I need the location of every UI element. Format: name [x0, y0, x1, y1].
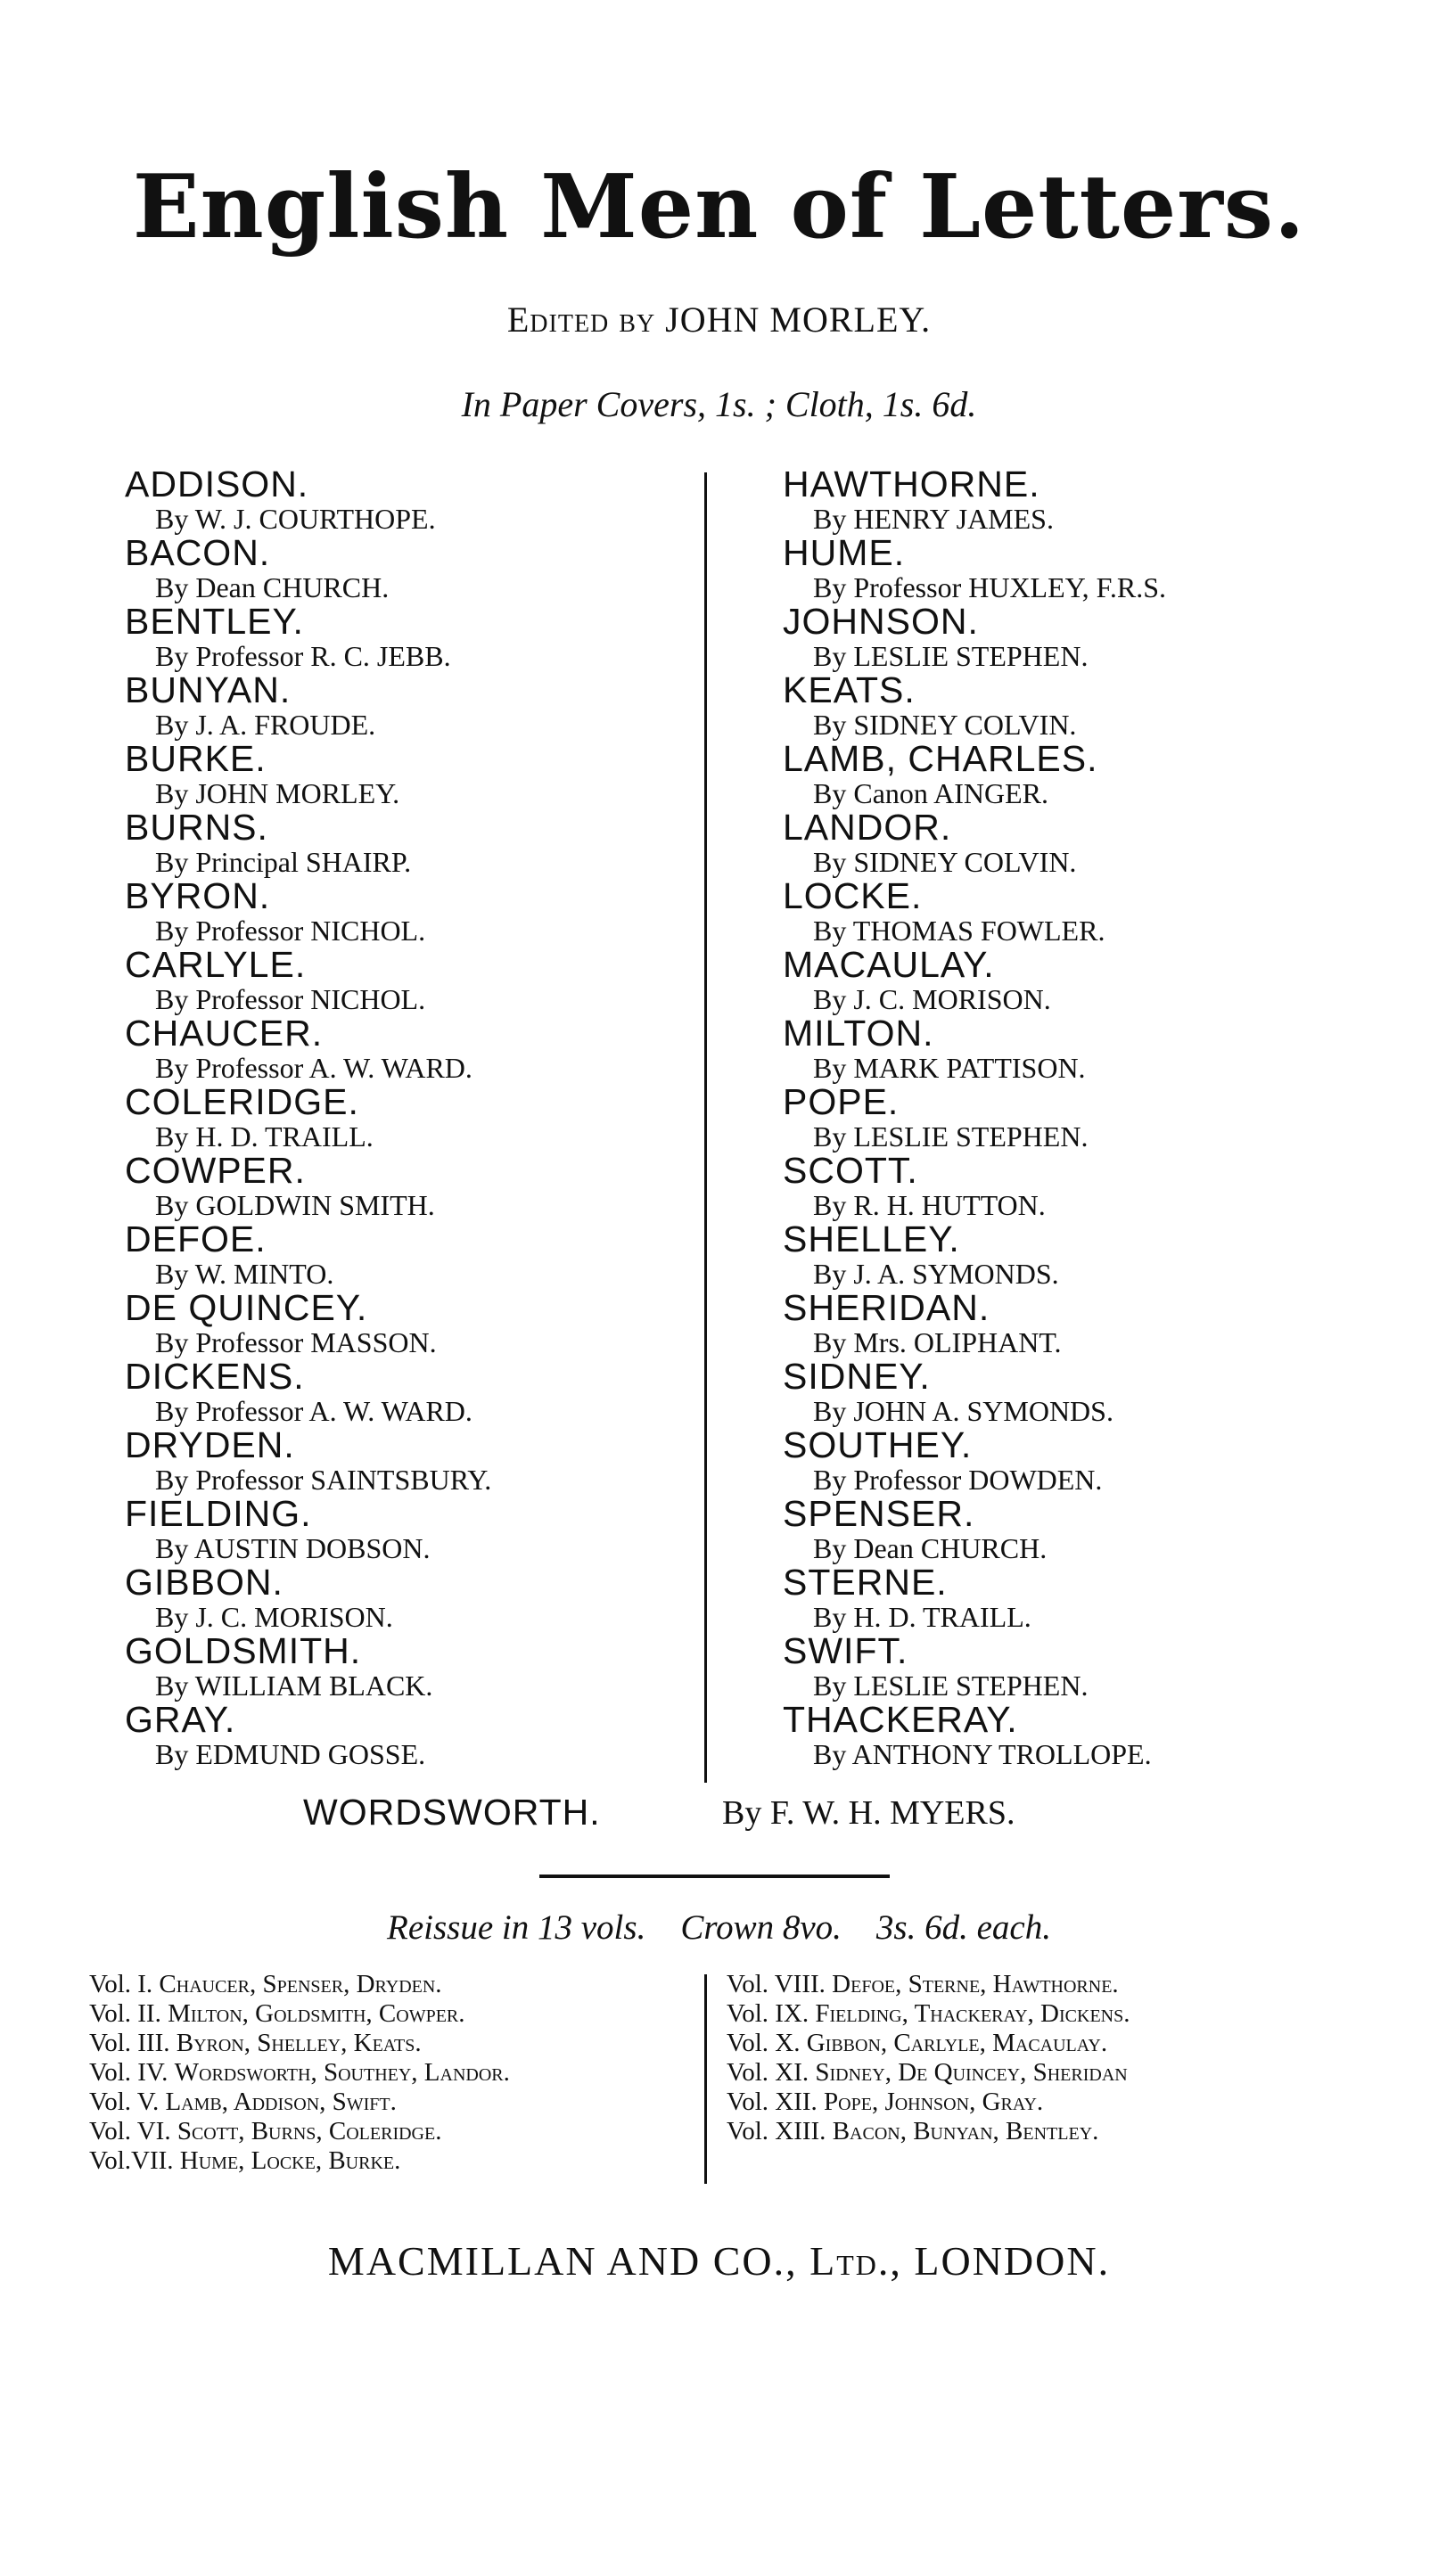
editor-name: JOHN MORLEY.: [665, 299, 932, 340]
volume-item: [727, 2029, 1368, 2058]
entry-name: SHELLEY.: [783, 1218, 960, 1259]
author-entry: [783, 1424, 1371, 1496]
author-entry: [783, 809, 1371, 878]
volume-item: [727, 2088, 1368, 2117]
entry-name: SHERIDAN.: [783, 1287, 990, 1328]
author-entry: [783, 1699, 1371, 1770]
entry-author: By H. D. TRAILL.: [155, 1120, 374, 1153]
reissue-line: [0, 1907, 1438, 1948]
entry-author: By Canon AINGER.: [813, 777, 1048, 809]
entry-author: By THOMAS FOWLER.: [813, 915, 1105, 947]
volume-number: Vol. VI.: [89, 2117, 171, 2145]
entry-name: GRAY.: [125, 1699, 236, 1740]
entry-name: MILTON.: [783, 1013, 934, 1054]
volume-number: Vol. II.: [89, 1999, 161, 2028]
volume-number: Vol. III.: [89, 2029, 170, 2057]
entry-name: WORDSWORTH.: [303, 1792, 601, 1833]
author-entry: [125, 944, 713, 1015]
publisher-name: MACMILLAN AND CO.,: [327, 2238, 798, 2284]
volume-item: [89, 1999, 731, 2029]
volume-item: [89, 2029, 731, 2058]
entry-author: By Professor HUXLEY, F.R.S.: [813, 571, 1166, 603]
volume-item: [89, 2058, 731, 2088]
entry-author: By Principal SHAIRP.: [155, 846, 412, 878]
entry-author: By Professor SAINTSBURY.: [155, 1464, 492, 1496]
volume-number: Vol.VII.: [89, 2146, 174, 2175]
entry-name: LANDOR.: [783, 807, 952, 848]
price-line: In Paper Covers, 1s. ; Cloth, 1s. 6d.: [461, 384, 977, 424]
entry-name: THACKERAY.: [783, 1699, 1018, 1740]
author-entry: [125, 603, 713, 672]
author-entry: [783, 1564, 1371, 1633]
entry-author: By LESLIE STEPHEN.: [813, 1120, 1089, 1153]
entry-name: SPENSER.: [783, 1493, 975, 1534]
author-entry: [125, 1424, 713, 1496]
volume-item: [89, 2088, 731, 2117]
entry-name: HAWTHORNE.: [783, 464, 1040, 505]
volume-authors: Sidney, De Quincey, Sheridan: [815, 2058, 1128, 2087]
volume-item: [89, 2146, 731, 2176]
author-entry: [125, 1564, 713, 1633]
entry-name: MACAULAY.: [783, 944, 995, 985]
entry-name: SOUTHEY.: [783, 1424, 973, 1465]
entry-author: By Professor A. W. WARD.: [155, 1052, 472, 1084]
author-entry: [125, 875, 713, 947]
volume-authors: Wordsworth, Southey, Landor.: [174, 2058, 510, 2087]
entry-author: By MARK PATTISON.: [813, 1052, 1086, 1084]
volume-authors: Hume, Locke, Burke.: [179, 2146, 401, 2175]
author-entry: [125, 1630, 713, 1702]
entry-name: ADDISON.: [125, 464, 309, 505]
volume-item: [727, 1970, 1368, 1999]
volume-authors: Bacon, Bunyan, Bentley.: [832, 2117, 1099, 2145]
entry-name: CARLYLE.: [125, 944, 307, 985]
entry-author: By W. MINTO.: [155, 1258, 334, 1290]
entry-name: BUNYAN.: [125, 669, 292, 710]
entry-author: By J. C. MORISON.: [155, 1601, 393, 1633]
entry-name: GIBBON.: [125, 1562, 283, 1603]
entry-author: By Dean CHURCH.: [813, 1532, 1048, 1564]
author-entry: [125, 466, 713, 535]
volume-number: Vol. X.: [727, 2029, 801, 2057]
volume-number: Vol. IX.: [727, 1999, 809, 2028]
entry-author: By Professor A. W. WARD.: [155, 1395, 472, 1427]
author-entry: [125, 1015, 713, 1084]
volume-authors: Fielding, Thackeray, Dickens.: [815, 1999, 1130, 2028]
author-entry: [783, 1287, 1371, 1358]
volume-number: Vol. XII.: [727, 2088, 818, 2116]
author-entry: [783, 532, 1371, 603]
volume-authors: Byron, Shelley, Keats.: [176, 2029, 422, 2057]
entry-author: By W. J. COURTHOPE.: [155, 503, 436, 535]
volumes-right-list: [727, 1970, 1368, 2146]
entry-author: By LESLIE STEPHEN.: [813, 1669, 1089, 1702]
author-entry: [125, 669, 713, 741]
volumes-divider: [704, 1974, 707, 2184]
entry-name: JOHNSON.: [783, 601, 979, 642]
entry-name: COWPER.: [125, 1150, 306, 1191]
entry-author: By GOLDWIN SMITH.: [155, 1189, 435, 1221]
entry-author: By SIDNEY COLVIN.: [813, 846, 1077, 878]
entry-name: BURNS.: [125, 807, 268, 848]
entry-author: By JOHN MORLEY.: [155, 777, 400, 809]
entry-author: By J. C. MORISON.: [813, 983, 1051, 1015]
volume-number: Vol. IV.: [89, 2058, 168, 2087]
entry-name: DICKENS.: [125, 1356, 305, 1397]
entry-name: LOCKE.: [783, 875, 923, 916]
divider-rule: [539, 1875, 890, 1878]
publisher-ltd: Ltd.,: [809, 2238, 902, 2284]
entry-author: By Professor MASSON.: [155, 1326, 437, 1358]
entry-author: By SIDNEY COLVIN.: [813, 709, 1077, 741]
volume-authors: Milton, Goldsmith, Cowper.: [168, 1999, 465, 2028]
reissue-label: Reissue in 13 vols.: [387, 1908, 646, 1947]
column-divider: [704, 472, 707, 1783]
entry-name: COLERIDGE.: [125, 1081, 359, 1122]
author-entry: [783, 738, 1371, 809]
entry-name: SWIFT.: [783, 1630, 908, 1671]
entry-author: By Mrs. OLIPHANT.: [813, 1326, 1062, 1358]
entry-author: By J. A. SYMONDS.: [813, 1258, 1059, 1290]
volume-number: Vol. I.: [89, 1970, 153, 1998]
volume-authors: Scott, Burns, Coleridge.: [177, 2117, 442, 2145]
entry-author: By Professor DOWDEN.: [813, 1464, 1103, 1496]
volume-number: Vol. XIII.: [727, 2117, 826, 2145]
author-entry: [783, 944, 1371, 1015]
entry-author: By J. A. FROUDE.: [155, 709, 376, 741]
volume-authors: Chaucer, Spenser, Dryden.: [159, 1970, 442, 1998]
author-entry: [125, 532, 713, 603]
entry-name: POPE.: [783, 1081, 900, 1122]
volume-authors: Defoe, Sterne, Hawthorne.: [832, 1970, 1119, 1998]
entry-name: KEATS.: [783, 669, 916, 710]
entry-author: By AUSTIN DOBSON.: [155, 1532, 431, 1564]
author-entry: [783, 1358, 1371, 1427]
entry-name: BACON.: [125, 532, 271, 573]
entry-name: LAMB, CHARLES.: [783, 738, 1098, 779]
volume-item: [89, 1970, 731, 1999]
volume-number: Vol. XI.: [727, 2058, 809, 2087]
entry-author: By EDMUND GOSSE.: [155, 1738, 426, 1770]
right-author-column: [783, 466, 1371, 1770]
author-entry: [783, 1081, 1371, 1153]
author-entry: [125, 809, 713, 878]
entry-author: By Professor NICHOL.: [155, 983, 426, 1015]
author-entry: [125, 1150, 713, 1221]
editor-line: [0, 299, 1438, 340]
publisher-line: [0, 2237, 1438, 2285]
volume-authors: Lamb, Addison, Swift.: [165, 2088, 397, 2116]
author-entry: [783, 466, 1371, 535]
entry-author: By LESLIE STEPHEN.: [813, 640, 1089, 672]
author-entry: [783, 1150, 1371, 1221]
reissue-price: 3s. 6d. each.: [875, 1908, 1051, 1947]
author-entry: [125, 1287, 713, 1358]
entry-name: SIDNEY.: [783, 1356, 931, 1397]
author-entry: [125, 738, 713, 809]
entry-author: By R. H. HUTTON.: [813, 1189, 1046, 1221]
entry-author: By H. D. TRAILL.: [813, 1601, 1031, 1633]
entry-name: CHAUCER.: [125, 1013, 324, 1054]
entry-author: By Professor NICHOL.: [155, 915, 426, 947]
author-entry: [783, 1630, 1371, 1702]
entry-author: By Professor R. C. JEBB.: [155, 640, 451, 672]
entry-name: FIELDING.: [125, 1493, 312, 1534]
volume-authors: Gibbon, Carlyle, Macaulay.: [806, 2029, 1108, 2057]
volume-item: [89, 2117, 731, 2146]
author-entry: [783, 1015, 1371, 1084]
author-entry: [125, 1081, 713, 1153]
entry-name: BYRON.: [125, 875, 271, 916]
author-entry: [125, 1699, 713, 1770]
entry-author: By HENRY JAMES.: [813, 503, 1054, 535]
author-entry: [783, 669, 1371, 741]
entry-name: GOLDSMITH.: [125, 1630, 362, 1671]
reissue-format: Crown 8vo.: [680, 1908, 842, 1947]
entry-name: DEFOE.: [125, 1218, 267, 1259]
entry-name: DRYDEN.: [125, 1424, 295, 1465]
volume-number: Vol. VIII.: [727, 1970, 826, 1998]
entry-author: By Dean CHURCH.: [155, 571, 390, 603]
entry-name: STERNE.: [783, 1562, 948, 1603]
entry-author: By WILLIAM BLACK.: [155, 1669, 433, 1702]
author-entry: [125, 1493, 713, 1564]
author-entry: [125, 1358, 713, 1427]
volume-item: [727, 2117, 1368, 2146]
series-title: English Men of Letters.: [132, 156, 1306, 258]
entry-name: BURKE.: [125, 738, 267, 779]
author-entry: [783, 875, 1371, 947]
volume-number: Vol. V.: [89, 2088, 160, 2116]
left-author-column: [125, 466, 713, 1770]
volumes-left-list: [89, 1970, 731, 2176]
entry-name: SCOTT.: [783, 1150, 918, 1191]
volume-authors: Pope, Johnson, Gray.: [824, 2088, 1044, 2116]
volume-item: [727, 2058, 1368, 2088]
volume-item: [727, 1999, 1368, 2029]
author-entry: [783, 1218, 1371, 1290]
author-entry: [783, 1493, 1371, 1564]
entry-author: By ANTHONY TROLLOPE.: [813, 1738, 1152, 1770]
edited-by-label: Edited by: [506, 299, 656, 340]
publisher-city: LONDON.: [914, 2238, 1111, 2284]
entry-author: By JOHN A. SYMONDS.: [813, 1395, 1113, 1427]
entry-name: DE QUINCEY.: [125, 1287, 368, 1328]
author-entry: [125, 1218, 713, 1290]
entry-name: HUME.: [783, 532, 906, 573]
author-entry: [783, 603, 1371, 672]
entry-name: BENTLEY.: [125, 601, 304, 642]
entry-author: By F. W. H. MYERS.: [722, 1794, 1015, 1832]
